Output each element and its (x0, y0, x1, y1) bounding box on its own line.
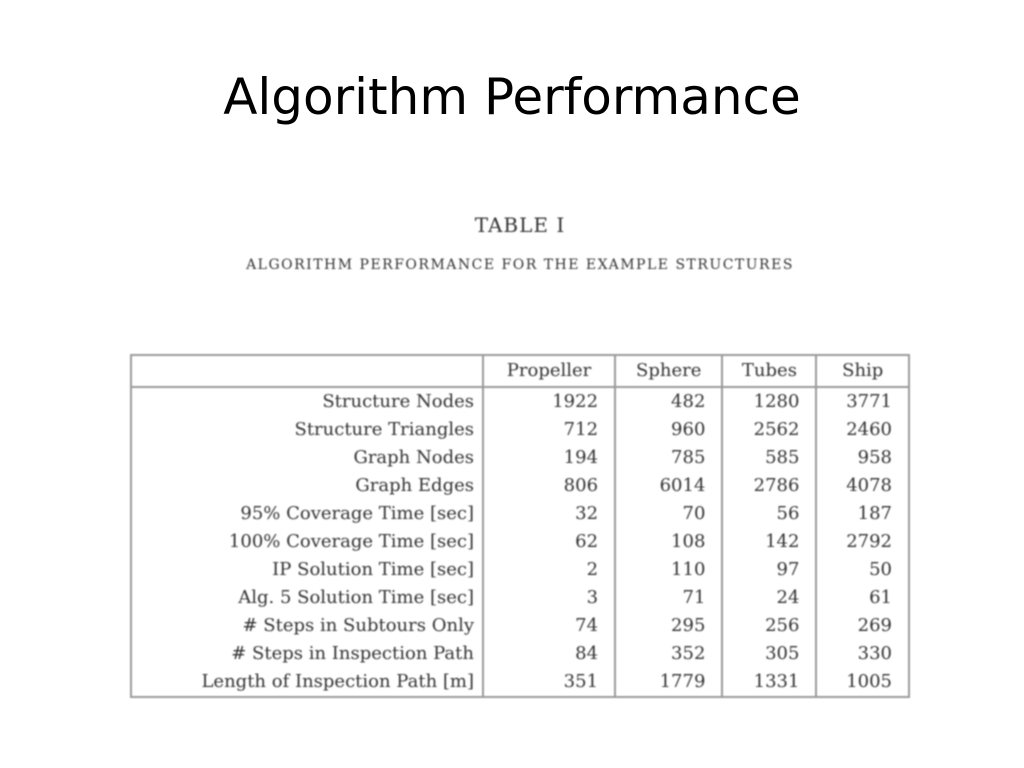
table-cell: 110 (615, 556, 722, 584)
row-label: Structure Triangles (131, 416, 483, 444)
table-cell: 187 (857, 503, 892, 524)
row-label: 95% Coverage Time [sec] (131, 500, 483, 528)
table-cell: 1922 (483, 387, 615, 416)
table-cell: 24 (722, 584, 816, 612)
table-cell: 2 (483, 556, 615, 584)
row-label: Graph Edges (131, 472, 483, 500)
table-cell: 960 (615, 416, 722, 444)
table-cell: 1005 (846, 671, 892, 692)
table-cell: 61 (869, 587, 892, 608)
slide-title: Algorithm Performance (223, 68, 801, 126)
table-cell: 32 (483, 500, 615, 528)
table-cell: 74 (483, 612, 615, 640)
table-cell: 1280 (722, 387, 816, 416)
table-cell: 256 (722, 612, 816, 640)
row-label: Structure Nodes (131, 387, 483, 416)
table-cell: 2460 (846, 419, 892, 440)
table-cell: 785 (615, 444, 722, 472)
row-label: # Steps in Subtours Only (131, 612, 483, 640)
table-cell: 62 (483, 528, 615, 556)
table-cell: 482 (615, 387, 722, 416)
table-cell: 71 (615, 584, 722, 612)
row-label: 100% Coverage Time [sec] (131, 528, 483, 556)
column-header-sphere: Sphere (615, 355, 722, 387)
table-cell: 56 (722, 500, 816, 528)
table-cell: 712 (483, 416, 615, 444)
table-row (131, 416, 909, 444)
column-header-ship: Ship (816, 355, 909, 387)
row-label: Alg. 5 Solution Time [sec] (131, 584, 483, 612)
row-label: IP Solution Time [sec] (131, 556, 483, 584)
table-cell: 70 (615, 500, 722, 528)
table-cell: 4078 (846, 475, 892, 496)
table-number: TABLE I (474, 213, 566, 237)
table-cell: 330 (857, 643, 892, 664)
performance-table (130, 354, 910, 698)
row-label: # Steps in Inspection Path (131, 640, 483, 668)
table-cell: 585 (722, 444, 816, 472)
table-row (131, 640, 909, 668)
table-corner-cell (131, 355, 483, 387)
table-row (131, 387, 909, 416)
column-header-tubes: Tubes (722, 355, 816, 387)
row-label: Length of Inspection Path [m] (131, 668, 483, 697)
row-label: Graph Nodes (131, 444, 483, 472)
table-cell: 3771 (846, 391, 892, 412)
table-row (131, 668, 909, 697)
table-cell: 108 (615, 528, 722, 556)
table-cell: 1779 (615, 668, 722, 697)
table-row (131, 528, 909, 556)
table-cell: 1331 (722, 668, 816, 697)
table-cell: 269 (857, 615, 892, 636)
table-cell: 305 (722, 640, 816, 668)
table-cell: 142 (722, 528, 816, 556)
table-cell: 295 (615, 612, 722, 640)
table-cell: 194 (483, 444, 615, 472)
table-cell: 2792 (846, 531, 892, 552)
table-row (131, 612, 909, 640)
table-cell: 84 (483, 640, 615, 668)
table-cell: 2786 (722, 472, 816, 500)
column-header-propeller: Propeller (483, 355, 615, 387)
table-cell: 97 (722, 556, 816, 584)
table-cell: 351 (483, 668, 615, 697)
table-row (131, 556, 909, 584)
table-cell: 6014 (615, 472, 722, 500)
table-cell: 3 (483, 584, 615, 612)
table-cell: 50 (869, 559, 892, 580)
table-cell: 352 (615, 640, 722, 668)
table-row (131, 584, 909, 612)
table-cell: 806 (483, 472, 615, 500)
table-row (131, 444, 909, 472)
table-cell: 2562 (722, 416, 816, 444)
table-row (131, 472, 909, 500)
table-row (131, 500, 909, 528)
table-caption: ALGORITHM PERFORMANCE FOR THE EXAMPLE STRUCTURES (246, 257, 794, 273)
table-header-row (131, 355, 909, 387)
table-cell: 958 (857, 447, 892, 468)
